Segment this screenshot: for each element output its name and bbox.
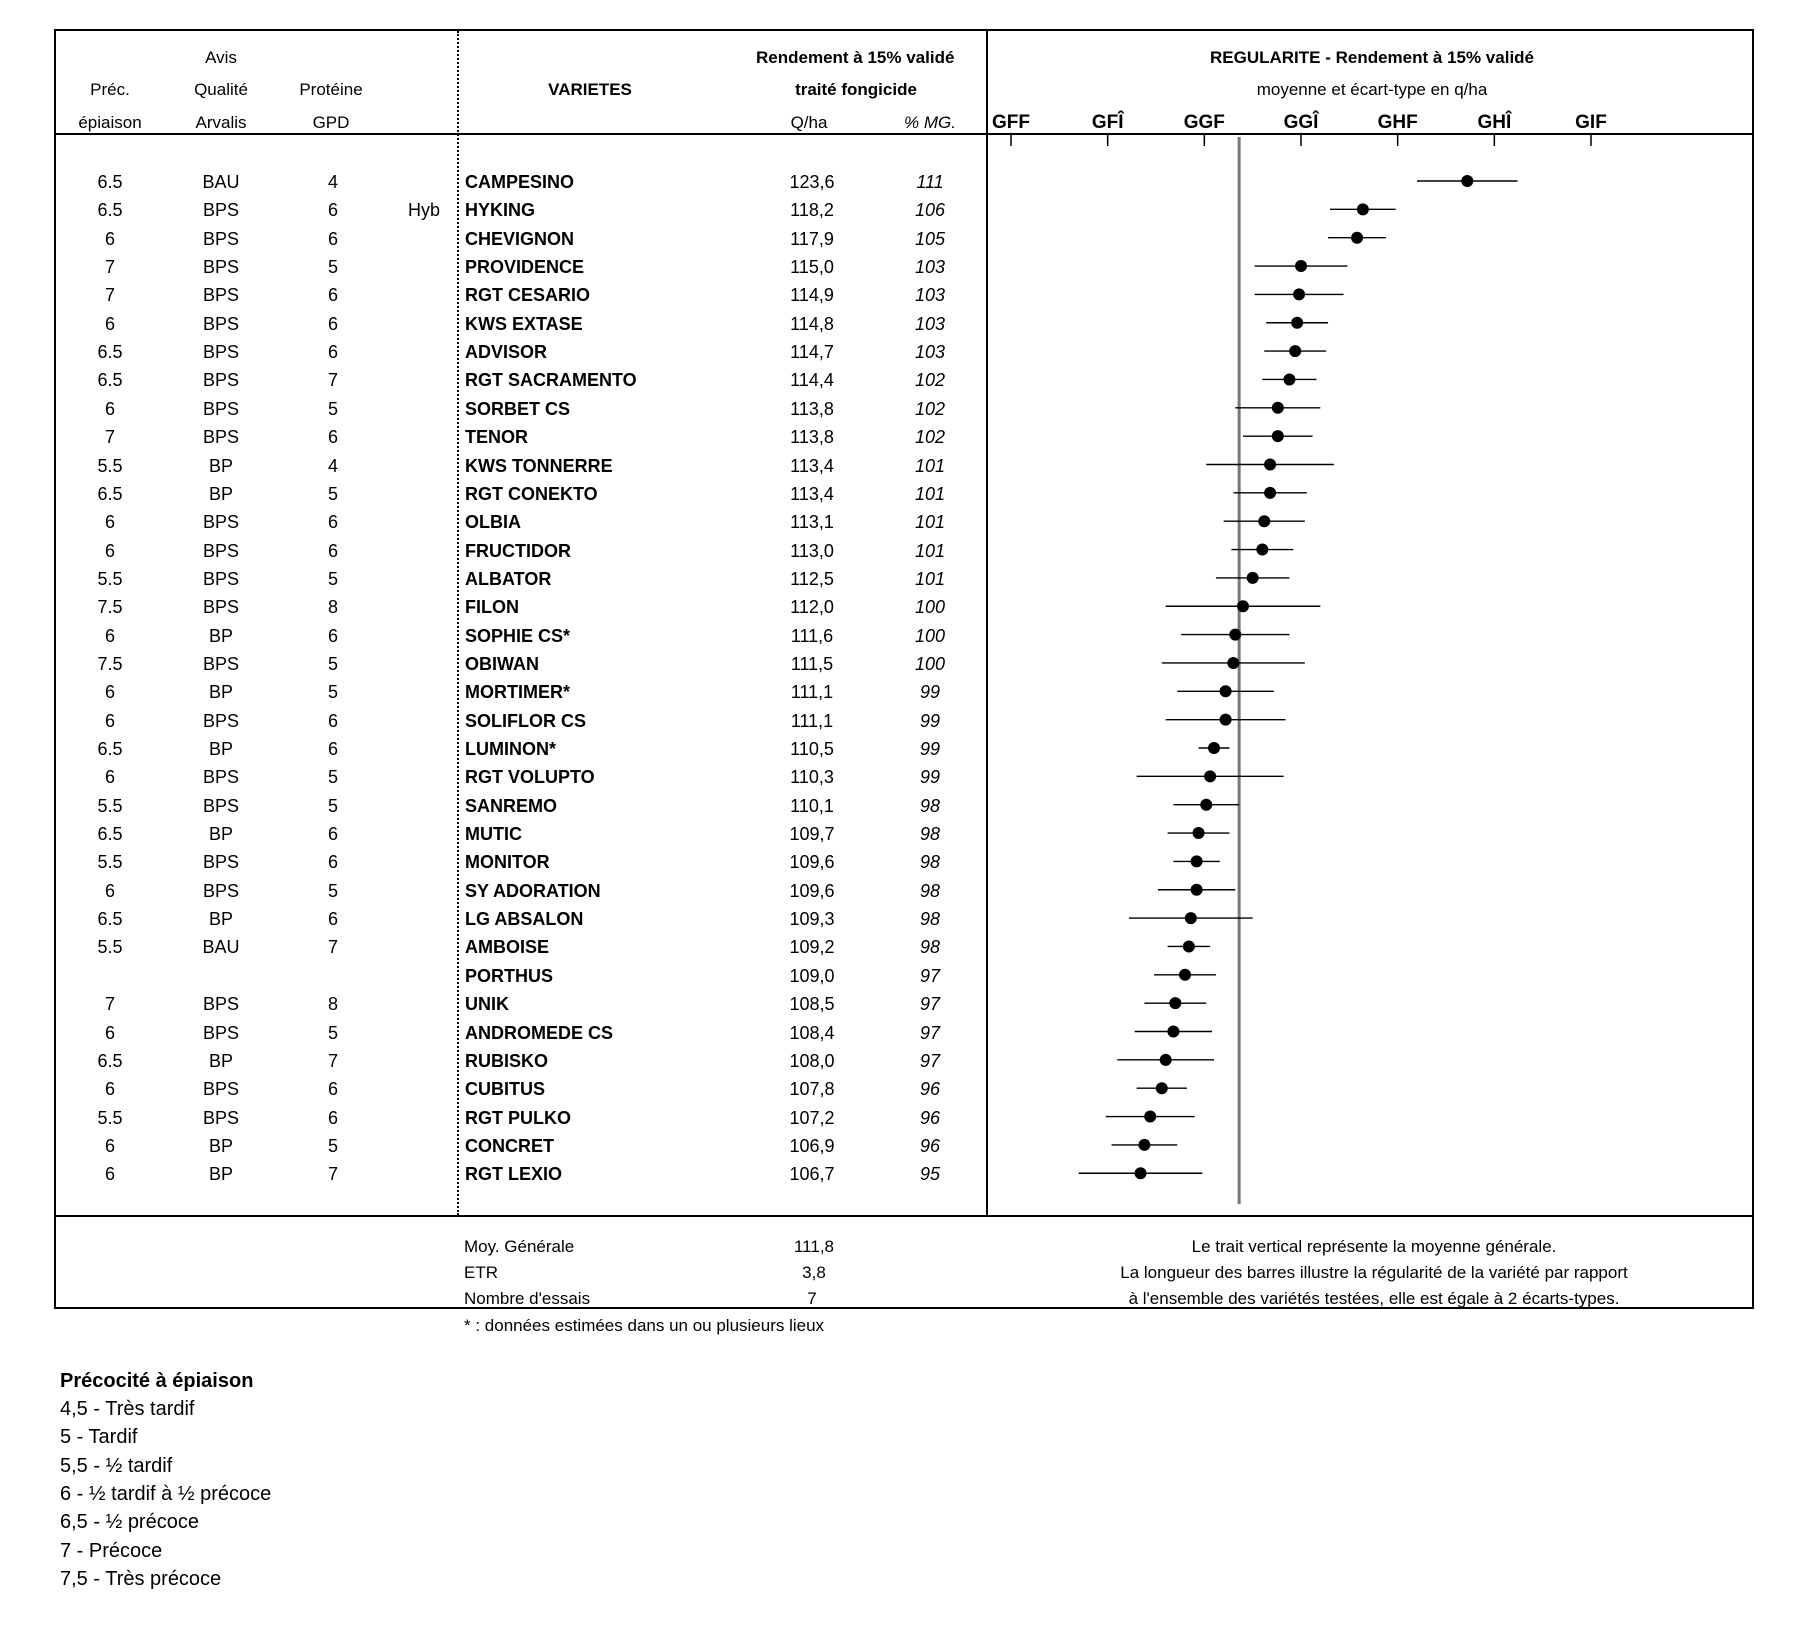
mean-point (1264, 487, 1276, 499)
prec-cell: 7 (104, 994, 116, 1015)
prec-cell: 7 (104, 427, 116, 448)
legend-item: 6 - ½ tardif à ½ précoce (60, 1482, 272, 1505)
yield-cell: 110,3 (790, 767, 834, 788)
yield-cell: 109,6 (789, 880, 835, 901)
prec-cell: 6 (104, 710, 116, 731)
prec-cell: 6.5 (97, 824, 123, 845)
yield-cell: 114,7 (790, 342, 834, 363)
mean-point (1144, 1111, 1156, 1123)
legend-item: 6,5 - ½ précoce (60, 1511, 199, 1534)
yield-cell: 107,8 (789, 1079, 835, 1100)
qualite-cell: BPS (202, 653, 240, 674)
qualite-cell: BPS (202, 200, 240, 221)
proteine-cell: 5 (327, 257, 339, 278)
prec-cell: 6.5 (97, 739, 123, 759)
variety-name-cell: SOPHIE CS* (465, 625, 571, 646)
footer-note-3: à l'ensemble des variétés testées, elle est égale à 2 écarts-types. (1128, 1289, 1620, 1308)
qualite-cell: BPS (202, 313, 240, 334)
axis-tick-label: GFF (992, 112, 1030, 133)
yield-cell: 111,5 (790, 653, 834, 674)
variety-name-cell: HYKING (465, 200, 536, 221)
prec-cell: 6.5 (97, 909, 123, 930)
proteine-cell: 6 (327, 1107, 339, 1128)
qualite-cell: BPS (202, 880, 240, 901)
mean-point (1291, 317, 1303, 329)
prec-cell: 5.5 (97, 795, 123, 816)
mean-point (1256, 544, 1268, 556)
footer-essais-label: Nombre d'essais (464, 1289, 591, 1308)
pct-mg-cell: 105 (914, 228, 946, 249)
pct-mg-cell: 98 (919, 909, 941, 930)
variety-name-cell: LUMINON* (465, 739, 556, 759)
qualite-cell: BAU (202, 172, 240, 192)
mean-point (1185, 912, 1197, 924)
pct-mg-cell: 98 (919, 824, 941, 845)
prec-cell: 6 (104, 313, 116, 334)
variety-name-cell: RUBISKO (465, 1050, 549, 1071)
axis-tick-label: GHÎ (1477, 112, 1512, 133)
variety-name-cell: ADVISOR (465, 342, 548, 363)
pct-mg-cell: 111 (916, 172, 944, 192)
prec-cell: 5.5 (97, 455, 123, 476)
yield-cell: 111,1 (790, 710, 834, 731)
mean-point (1258, 515, 1270, 527)
mean-point (1220, 714, 1232, 726)
prec-cell: 6 (104, 625, 116, 646)
proteine-cell: 6 (327, 228, 339, 249)
mean-point (1247, 572, 1259, 584)
qualite-cell: BPS (202, 1107, 240, 1128)
prec-cell: 6 (104, 398, 116, 419)
yield-cell: 113,1 (790, 512, 834, 533)
footer-essais-value: 7 (807, 1289, 817, 1308)
proteine-cell: 8 (327, 994, 339, 1015)
proteine-cell: 4 (327, 172, 339, 192)
variety-name-cell: RGT VOLUPTO (465, 767, 595, 788)
pct-mg-cell: 102 (914, 398, 946, 419)
variety-name-cell: KWS EXTASE (465, 313, 583, 334)
prec-cell: 5.5 (97, 568, 123, 589)
prec-cell: 7 (104, 257, 116, 278)
chart-title: REGULARITE - Rendement à 15% validé (1209, 48, 1535, 67)
proteine-cell: 7 (327, 937, 339, 958)
qualite-cell: BP (208, 682, 234, 703)
yield-cell: 113,8 (790, 398, 834, 419)
prec-cell: 6.5 (97, 483, 123, 504)
mean-point (1167, 1026, 1179, 1038)
pct-mg-cell: 98 (919, 937, 941, 958)
mean-point (1237, 600, 1249, 612)
qualite-cell: BP (208, 455, 234, 476)
variety-name-cell: SOLIFLOR CS (465, 710, 586, 731)
mean-point (1295, 260, 1307, 272)
qualite-cell: BPS (202, 257, 240, 278)
pct-mg-cell: 96 (919, 1107, 941, 1128)
yield-cell: 109,7 (789, 824, 835, 845)
proteine-cell: 6 (327, 1079, 339, 1100)
proteine-cell: 5 (327, 767, 339, 788)
yield-cell: 110,1 (790, 795, 834, 816)
mean-point (1204, 770, 1216, 782)
qualite-cell: BP (208, 1135, 234, 1156)
pct-mg-cell: 98 (919, 795, 941, 816)
qualite-cell: BPS (202, 852, 240, 873)
yield-cell: 117,9 (790, 228, 834, 249)
pct-mg-cell: 102 (914, 370, 946, 391)
variety-name-cell: UNIK (465, 994, 509, 1015)
variety-name-cell: OBIWAN (465, 653, 539, 674)
variety-name-cell: RGT CESARIO (465, 285, 591, 306)
prec-cell: 6 (104, 228, 116, 249)
qualite-cell: BPS (202, 370, 240, 391)
footer-etr-value: 3,8 (802, 1263, 826, 1282)
pct-mg-cell: 99 (919, 710, 941, 731)
yield-cell: 123,6 (789, 172, 835, 192)
footer-note-2: La longueur des barres illustre la régularité de la variété par rapport (1120, 1263, 1628, 1282)
proteine-cell: 6 (327, 909, 339, 930)
pct-mg-cell: 101 (914, 483, 946, 504)
qualite-cell: BPS (202, 228, 240, 249)
mean-point (1229, 629, 1241, 641)
yield-cell: 109,0 (789, 965, 835, 986)
yield-cell: 108,5 (789, 994, 835, 1015)
pct-mg-cell: 101 (914, 568, 946, 589)
qualite-cell: BPS (202, 512, 240, 533)
prec-cell: 6.5 (97, 172, 123, 192)
variety-name-cell: FRUCTIDOR (465, 540, 571, 561)
pct-mg-cell: 103 (914, 313, 946, 334)
yield-cell: 108,0 (789, 1050, 835, 1071)
variety-name-cell: RGT LEXIO (465, 1164, 563, 1185)
qualite-cell: BPS (202, 540, 240, 561)
pct-mg-cell: 95 (919, 1164, 941, 1185)
variety-name-cell: CHEVIGNON (465, 228, 575, 249)
header-varietes: VARIETES (548, 80, 632, 99)
prec-cell: 5.5 (97, 852, 123, 873)
mean-point (1156, 1082, 1168, 1094)
header-rendement-line1: Rendement à 15% validé (756, 48, 955, 67)
prec-cell: 7.5 (97, 597, 123, 618)
pct-mg-cell: 101 (914, 540, 946, 561)
variety-name-cell: AMBOISE (465, 937, 550, 958)
prec-cell: 5.5 (97, 937, 123, 958)
pct-mg-cell: 96 (919, 1079, 941, 1100)
proteine-cell: 6 (327, 625, 339, 646)
yield-cell: 113,4 (790, 483, 834, 504)
mean-point (1272, 402, 1284, 414)
qualite-cell: BPS (202, 342, 240, 363)
header-pct-mg: % MG. (904, 113, 956, 132)
mean-point (1351, 232, 1363, 244)
yield-cell: 109,3 (789, 909, 835, 930)
header-prec-line3: épiaison (78, 113, 142, 132)
legend-item: 5 - Tardif (60, 1426, 138, 1449)
proteine-cell: 6 (327, 285, 339, 306)
pct-mg-cell: 101 (914, 512, 946, 533)
yield-cell: 113,4 (790, 455, 834, 476)
qualite-cell: BP (208, 1050, 234, 1071)
axis-tick-label: GHF (1377, 112, 1418, 133)
yield-cell: 107,2 (789, 1107, 835, 1128)
prec-cell: 6.5 (97, 1050, 123, 1071)
yield-cell: 114,8 (790, 313, 834, 334)
footer-moy-value: 111,8 (793, 1237, 835, 1256)
proteine-cell: 5 (327, 1022, 339, 1043)
proteine-cell: 5 (327, 483, 339, 504)
variety-name-cell: SANREMO (465, 795, 558, 816)
proteine-cell: 5 (327, 795, 339, 816)
pct-mg-cell: 97 (919, 1050, 941, 1071)
mean-point (1138, 1139, 1150, 1151)
qualite-cell: BP (208, 1164, 234, 1185)
variety-name-cell: PORTHUS (465, 965, 554, 986)
hybrid-cell: Hyb (407, 200, 441, 221)
mean-point (1461, 175, 1473, 187)
pct-mg-cell: 99 (919, 767, 941, 788)
proteine-cell: 5 (327, 398, 339, 419)
qualite-cell: BPS (202, 1022, 240, 1043)
proteine-cell: 5 (327, 682, 339, 703)
legend-item: 5,5 - ½ tardif (60, 1454, 173, 1477)
proteine-cell: 6 (327, 200, 339, 221)
qualite-cell: BPS (202, 767, 240, 788)
legend-item: 7 - Précoce (60, 1539, 163, 1562)
prec-cell: 6 (104, 880, 116, 901)
qualite-cell: BAU (202, 937, 240, 958)
prec-cell: 7.5 (97, 653, 123, 674)
footer-moy-label: Moy. Générale (464, 1237, 575, 1256)
variety-name-cell: LG ABSALON (465, 909, 584, 930)
variety-name-cell: OLBIA (465, 512, 521, 533)
proteine-cell: 6 (327, 342, 339, 363)
prec-cell: 6 (104, 1022, 116, 1043)
pct-mg-cell: 103 (914, 285, 946, 306)
yield-cell: 110,5 (790, 739, 834, 759)
pct-mg-cell: 98 (919, 852, 941, 873)
mean-point (1183, 940, 1195, 952)
qualite-cell: BPS (202, 568, 240, 589)
mean-point (1264, 459, 1276, 471)
axis-tick-label: GFÎ (1091, 112, 1124, 133)
prec-cell: 6 (104, 1164, 116, 1185)
yield-cell: 118,2 (790, 200, 834, 221)
qualite-cell: BP (208, 739, 234, 759)
mean-point (1289, 345, 1301, 357)
pct-mg-cell: 100 (914, 597, 946, 618)
proteine-cell: 6 (327, 739, 339, 759)
axis-tick-label: GGÎ (1283, 112, 1319, 133)
header-rendement-line2: traité fongicide (795, 80, 917, 99)
footer-estimated-note: * : données estimées dans un ou plusieurs lieux (464, 1316, 825, 1335)
legend-title: Précocité à épiaison (60, 1370, 254, 1392)
mean-point (1160, 1054, 1172, 1066)
yield-cell: 108,4 (789, 1022, 835, 1043)
prec-cell: 6 (104, 767, 116, 788)
variety-name-cell: SY ADORATION (465, 880, 601, 901)
prec-cell: 6 (104, 1135, 116, 1156)
legend-item: 4,5 - Très tardif (60, 1398, 195, 1420)
proteine-cell: 6 (327, 824, 339, 845)
qualite-cell: BPS (202, 795, 240, 816)
proteine-cell: 4 (327, 455, 339, 476)
pct-mg-cell: 97 (919, 994, 941, 1015)
qualite-cell: BP (208, 909, 234, 930)
header-prec-line2: Préc. (90, 80, 130, 99)
qualite-cell: BP (208, 824, 234, 845)
yield-cell: 114,4 (790, 370, 834, 391)
footer-etr-label: ETR (464, 1263, 498, 1282)
header-qha: Q/ha (790, 113, 828, 132)
mean-point (1227, 657, 1239, 669)
footer-note-1: Le trait vertical représente la moyenne générale. (1191, 1237, 1557, 1256)
header-qualite-line2: Qualité (194, 80, 248, 99)
pct-mg-cell: 99 (919, 739, 941, 759)
header-qualite-line1: Avis (205, 48, 237, 67)
mean-point (1283, 373, 1295, 385)
variety-name-cell: ALBATOR (465, 568, 552, 589)
prec-cell: 5.5 (97, 1107, 123, 1128)
proteine-cell: 8 (327, 597, 339, 618)
proteine-cell: 7 (327, 1050, 339, 1071)
yield-cell: 106,7 (789, 1164, 835, 1185)
header-proteine-line2: Protéine (299, 80, 363, 99)
pct-mg-cell: 103 (914, 257, 946, 278)
mean-point (1293, 288, 1305, 300)
qualite-cell: BPS (202, 1079, 240, 1100)
pct-mg-cell: 106 (914, 200, 946, 221)
mean-point (1193, 827, 1205, 839)
pct-mg-cell: 97 (919, 965, 941, 986)
qualite-cell: BPS (202, 994, 240, 1015)
pct-mg-cell: 100 (914, 625, 946, 646)
pct-mg-cell: 98 (919, 880, 941, 901)
variety-name-cell: MORTIMER* (465, 682, 570, 703)
variety-name-cell: MONITOR (465, 852, 550, 873)
yield-cell: 109,6 (789, 852, 835, 873)
axis-tick-label: GGF (1183, 112, 1225, 133)
mean-point (1272, 430, 1284, 442)
qualite-cell: BP (208, 483, 234, 504)
yield-cell: 111,1 (790, 682, 834, 703)
proteine-cell: 5 (327, 653, 339, 674)
qualite-cell: BPS (202, 710, 240, 731)
proteine-cell: 6 (327, 427, 339, 448)
axis-tick-label: GIF (1575, 112, 1607, 133)
proteine-cell: 5 (327, 568, 339, 589)
prec-cell: 6 (104, 540, 116, 561)
prec-cell: 6.5 (97, 200, 123, 221)
proteine-cell: 7 (327, 1164, 339, 1185)
pct-mg-cell: 102 (914, 427, 946, 448)
prec-cell: 6 (104, 682, 116, 703)
pct-mg-cell: 100 (914, 653, 946, 674)
yield-cell: 112,0 (790, 597, 834, 618)
qualite-cell: BPS (202, 398, 240, 419)
qualite-cell: BPS (202, 285, 240, 306)
yield-cell: 109,2 (789, 937, 835, 958)
pct-mg-cell: 101 (914, 455, 946, 476)
prec-cell: 6 (104, 512, 116, 533)
variety-name-cell: CUBITUS (465, 1079, 545, 1100)
prec-cell: 6.5 (97, 342, 123, 363)
header-qualite-line3: Arvalis (195, 113, 247, 132)
proteine-cell: 5 (327, 1135, 339, 1156)
proteine-cell: 6 (327, 313, 339, 334)
variety-name-cell: ANDROMEDE CS (465, 1022, 614, 1043)
proteine-cell: 6 (327, 540, 339, 561)
mean-point (1357, 203, 1369, 215)
yield-cell: 113,0 (790, 540, 834, 561)
variety-name-cell: CAMPESINO (465, 172, 575, 192)
chart-subtitle: moyenne et écart-type en q/ha (1256, 80, 1488, 99)
prec-cell: 6 (104, 1079, 116, 1100)
variety-name-cell: TENOR (465, 427, 528, 448)
variety-name-cell: RGT PULKO (465, 1107, 571, 1128)
proteine-cell: 6 (327, 710, 339, 731)
variety-name-cell: RGT CONEKTO (465, 483, 598, 504)
qualite-cell: BP (208, 625, 234, 646)
yield-cell: 113,8 (790, 427, 834, 448)
proteine-cell: 7 (327, 370, 339, 391)
pct-mg-cell: 96 (919, 1135, 941, 1156)
mean-point (1208, 742, 1220, 754)
prec-cell: 6.5 (97, 370, 123, 391)
mean-point (1179, 969, 1191, 981)
variety-name-cell: PROVIDENCE (465, 257, 585, 278)
variety-name-cell: RGT SACRAMENTO (465, 370, 637, 391)
qualite-cell: BPS (202, 427, 240, 448)
variety-name-cell: KWS TONNERRE (465, 455, 613, 476)
mean-point (1135, 1167, 1147, 1179)
variety-name-cell: CONCRET (465, 1135, 554, 1156)
qualite-cell: BPS (202, 597, 240, 618)
mean-point (1220, 685, 1232, 697)
variety-name-cell: SORBET CS (465, 398, 571, 419)
yield-cell: 106,9 (789, 1135, 835, 1156)
mean-point (1200, 799, 1212, 811)
prec-cell: 7 (104, 285, 116, 306)
variety-name-cell: FILON (465, 597, 519, 618)
yield-cell: 114,9 (790, 285, 834, 306)
proteine-cell: 5 (327, 880, 339, 901)
legend-item: 7,5 - Très précoce (60, 1567, 222, 1590)
pct-mg-cell: 99 (919, 682, 941, 703)
variety-name-cell: MUTIC (465, 824, 522, 845)
yield-cell: 112,5 (790, 568, 834, 589)
mean-point (1191, 884, 1203, 896)
yield-cell: 111,6 (790, 625, 834, 646)
proteine-cell: 6 (327, 852, 339, 873)
yield-cell: 115,0 (790, 257, 834, 278)
header-proteine-line3: GPD (312, 113, 350, 132)
pct-mg-cell: 103 (914, 342, 946, 363)
pct-mg-cell: 97 (919, 1022, 941, 1043)
mean-point (1169, 997, 1181, 1009)
proteine-cell: 6 (327, 512, 339, 533)
mean-point (1191, 855, 1203, 867)
